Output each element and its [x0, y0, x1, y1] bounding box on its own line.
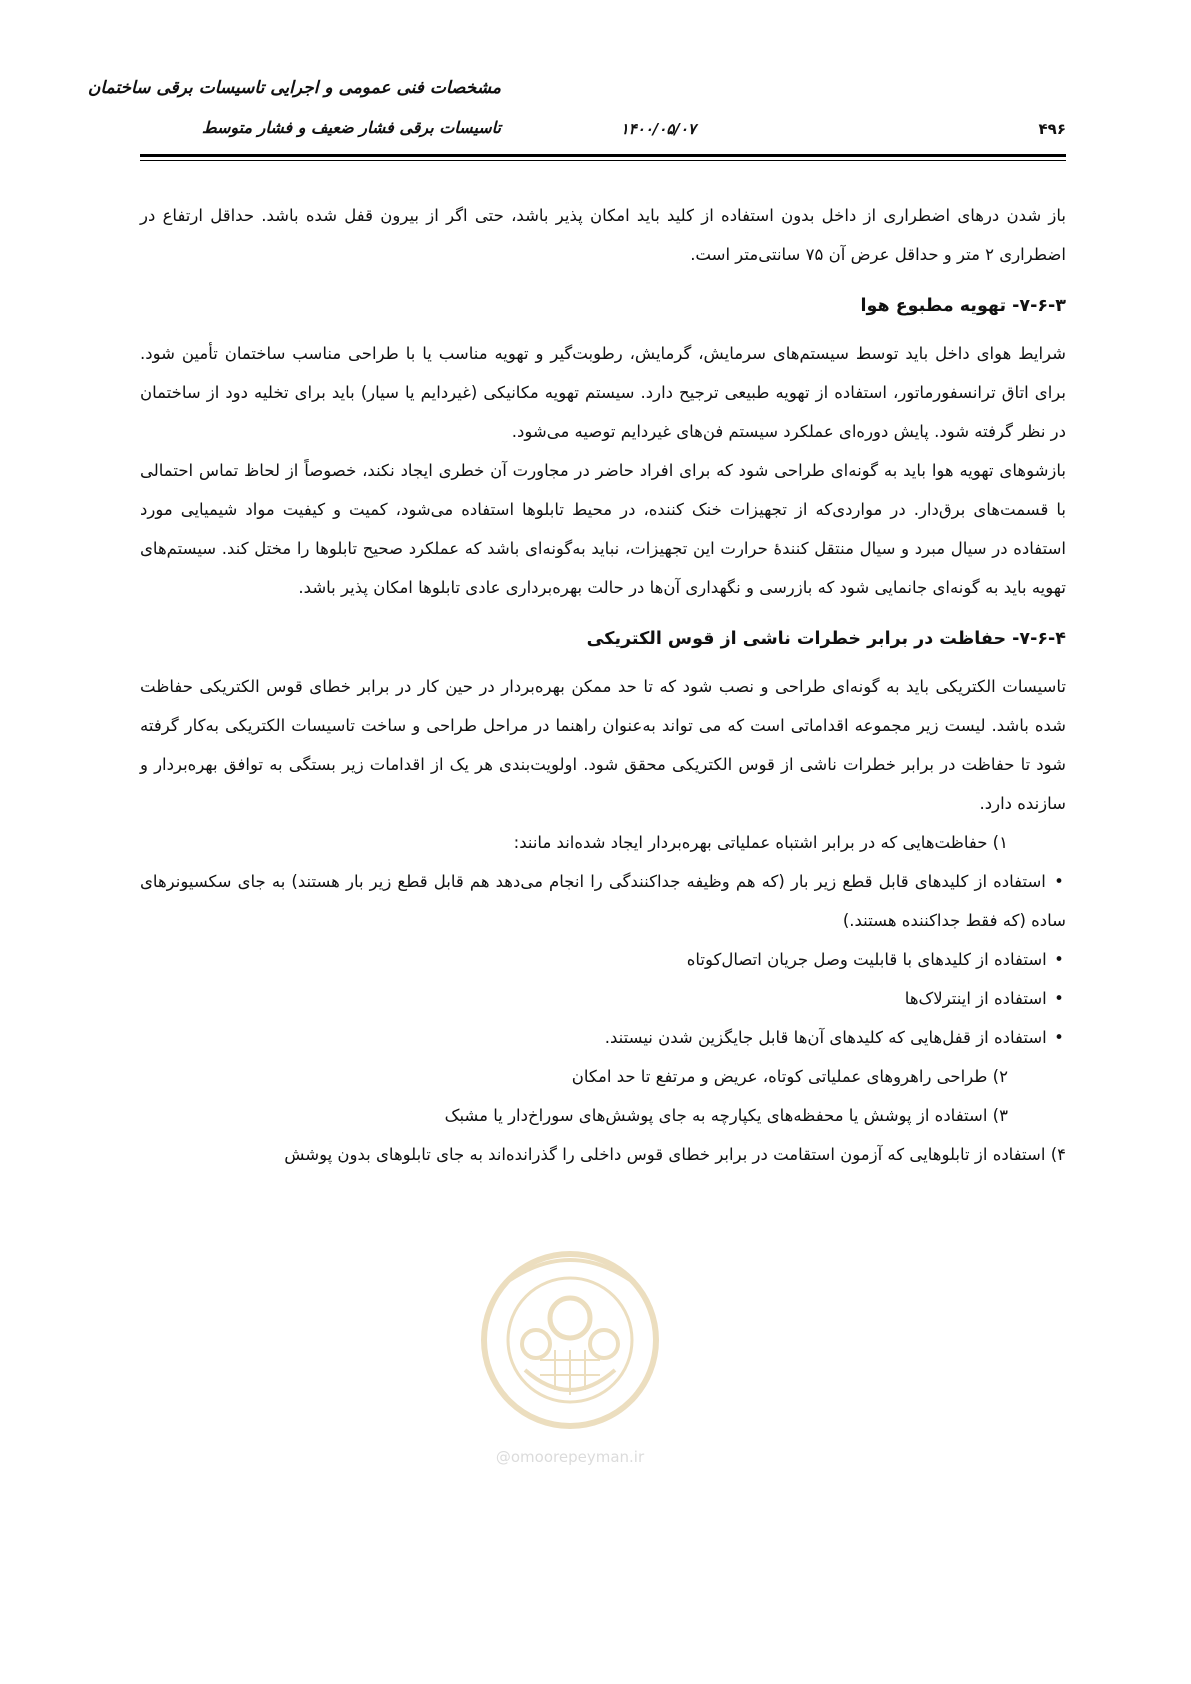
- watermark-logo: [470, 1240, 670, 1470]
- header-date: ۱۴۰۰/۰۵/۰۷: [620, 120, 696, 138]
- section-heading-arc-protection: ۷-۶-۴- حفاظت در برابر خطرات ناشی از قوس الکتریکی: [586, 629, 1066, 649]
- header-title: مشخصات فنی عمومی و اجرایی تاسیسات برقی ساختمان: [87, 78, 501, 98]
- section-heading-ventilation: ۷-۶-۳- تهویه مطبوع هوا: [860, 296, 1066, 316]
- list-item-2: ۲) طراحی راهروهای عملیاتی کوتاه، عریض و مرتفع تا حد امکان: [571, 1067, 1008, 1086]
- intro-paragraph: باز شدن درهای اضطراری از داخل بدون استفاده از کلید باید امکان پذیر باشد، حتی اگر از بیرون قفل شده باشد. حداقل ارتفاع در اضطراری ۲ متر و حداقل عرض آن ۷۵ سانتی‌متر است.: [140, 206, 1066, 264]
- page-number: ۴۹۶: [1038, 120, 1066, 138]
- ventilation-paragraph-1: شرایط هوای داخل باید توسط سیستم‌های سرمایش، گرمایش، رطوبت‌گیر و تهویه مناسب یا با طراحی مناسب ساختمان تأمین شود. برای اتاق ترانسفورماتور، استفاده از تهویه طبیعی ترجیح دارد. سیستم تهویه مکانیکی (غیردایم یا سیار) باید برای تخلیه دود از ساختمان در نظر گرفته شود. پایش دوره‌ای عملکرد سیستم فن‌های غیردایم توصیه می‌شود.: [140, 344, 1066, 441]
- bullet-icon: •: [1054, 872, 1064, 891]
- bullet-text: استفاده از قفل‌هایی که کلیدهای آن‌ها قابل جایگزین شدن نیستند.: [604, 1028, 1047, 1047]
- bullet-text: استفاده از کلیدهای قابل قطع زیر بار (که هم وظیفه جداکنندگی را انجام می‌دهد هم قابل قطع زیر بار هستند) به جای سکسیونرهای ساده (که فقط جداکننده هستند.): [140, 872, 1066, 930]
- list-item-4: ۴) استفاده از تابلوهایی که آزمون استقامت در برابر خطای قوس داخلی را گذرانده‌اند به جای تابلوهای بدون پوشش: [284, 1145, 1066, 1164]
- arc-protection-paragraph: تاسیسات الکتریکی باید به گونه‌ای طراحی و نصب شود که تا حد ممکن بهره‌بردار در حین کار در برابر خطای قوس الکتریکی حفاظت شده باشد. لیست زیر مجموعه اقداماتی است که می تواند به‌عنوان راهنما در مراحل طراحی و ساخت تاسیسات الکتریکی به‌کار گرفته شود تا حفاظت در برابر خطرات ناشی از قوس الکتریکی محقق شود. اولویت‌بندی هر یک از اقدامات زیر بستگی به توافق بهره‌بردار و سازنده دارد.: [140, 677, 1066, 813]
- ventilation-paragraph-2: بازشوهای تهویه هوا باید به گونه‌ای طراحی شود که برای افراد حاضر در مجاورت آن خطری ایجاد نکند، خصوصاً از لحاظ تماس احتمالی با قسمت‌های برق‌دار. در مواردی‌که از تجهیزات خنک کننده، در محیط تابلوها استفاده می‌شود، کمیت و کیفیت مواد شیمیایی مورد استفاده در سیال مبرد و سیال منتقل کنندۀ حرارت این تجهیزات، نباید به‌گونه‌ای باشد که عملکرد صحیح تابلوها را مختل کند. سیستم‌های تهویه باید به گونه‌ای جانمایی شود که بازرسی و نگهداری آن‌ها در حالت بهره‌برداری عادی تابلوها امکان پذیر باشد.: [140, 461, 1066, 597]
- watermark-seal-icon: [470, 1240, 670, 1440]
- header-rule-thick: [140, 154, 1066, 157]
- list-item-3: ۳) استفاده از پوشش یا محفظه‌های یکپارچه به جای پوشش‌های سوراخ‌دار یا مشبک: [444, 1106, 1008, 1125]
- header-subtitle: تاسیسات برقی فشار ضعیف و فشار متوسط: [201, 118, 501, 137]
- bullet-icon: •: [1054, 1028, 1064, 1047]
- bullet-list: [140, 862, 1066, 1057]
- bullet-icon: •: [1054, 989, 1064, 1008]
- bullet-text: استفاده از کلیدهای با قابلیت وصل جریان اتصال‌کوتاه: [686, 950, 1047, 969]
- bullet-item: [140, 1018, 1066, 1057]
- watermark-url: @omoorepeyman.ir: [495, 1448, 645, 1466]
- header-rule-thin: [140, 160, 1066, 161]
- page-body: [140, 196, 1066, 1174]
- bullet-item: [140, 862, 1066, 940]
- bullet-item: [140, 940, 1066, 979]
- bullet-text: استفاده از اینترلاک‌ها: [904, 989, 1047, 1008]
- bullet-item: [140, 979, 1066, 1018]
- page-header: [87, 78, 1066, 164]
- bullet-icon: •: [1054, 950, 1064, 969]
- list-item-1: ۱) حفاظت‌هایی که در برابر اشتباه عملیاتی بهره‌بردار ایجاد شده‌اند مانند:: [513, 833, 1008, 852]
